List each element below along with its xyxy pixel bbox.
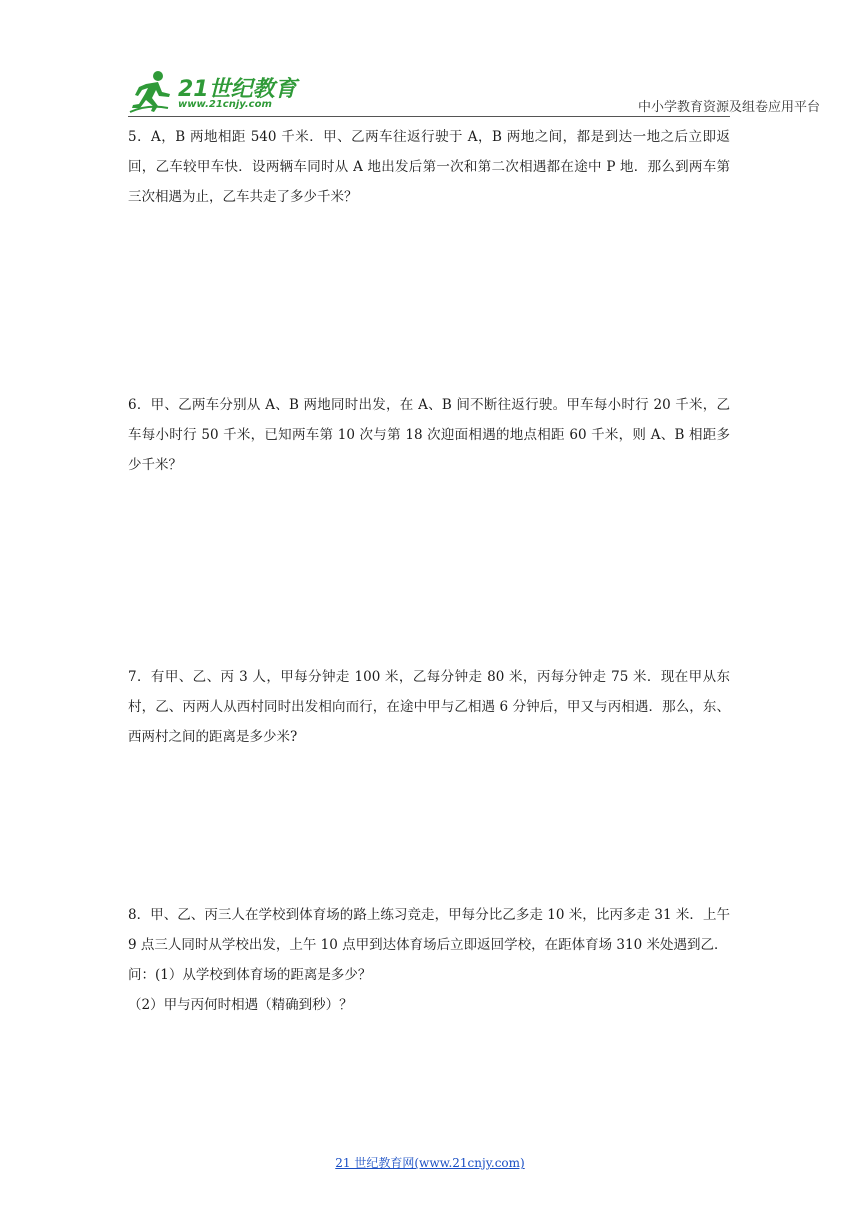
- header-divider: [128, 116, 730, 117]
- logo: [128, 66, 308, 116]
- question-8: [128, 900, 730, 1020]
- header-title: 中小学教育资源及组卷应用平台: [637, 100, 820, 115]
- logo-text: 21世纪教育: [178, 77, 297, 102]
- question-6: 6．甲、乙两车分别从 A、B 两地同时出发，在 A、B 间不断往返行驶。甲车每小时行 20 千米，乙车每小时行 50 千米，已知两车第 10 次与第 18 次迎面相遇的地点相距 60 千米，则 A、B 相距多少千米？: [128, 397, 730, 473]
- question-7: 7．有甲、乙、丙 3 人，甲每分钟走 100 米，乙每分钟走 80 米，丙每分钟走 75 米．现在甲从东村，乙、丙两人从西村同时出发相向而行，在途中甲与乙相遇 6 分钟后，甲又与丙相遇．那么，东、西两村之间的距离是多少米?: [128, 669, 730, 745]
- question-8-text: 8．甲、乙、丙三人在学校到体育场的路上练习竞走，甲每分比乙多走 10 米，比丙多走 31 米．上午 9 点三人同时从学校出发，上午 10 点甲到达体育场后立即返回学校，在距体育场 310 米处遇到乙．: [128, 907, 730, 953]
- footer-link[interactable]: 21 世纪教育网(www.21cnjy.com): [335, 1156, 525, 1170]
- question-8-sub-1: 问：(1）从学校到体育场的距离是多少？: [128, 967, 372, 983]
- page-footer: [0, 1154, 860, 1171]
- question-8-sub-2: （2）甲与丙何时相遇（精确到秒）？: [128, 997, 353, 1013]
- page-header: [0, 0, 860, 120]
- runner-logo-icon: [128, 68, 176, 116]
- question-5: 5．A，B 两地相距 540 千米．甲、乙两车往返行驶于 A，B 两地之间，都是到达一地之后立即返回，乙车较甲车快．设两辆车同时从 A 地出发后第一次和第二次相遇都在途中 P 地．那么到两车第三次相遇为止，乙车共走了多少千米？: [128, 129, 730, 205]
- logo-url: www.21cnjy.com: [178, 99, 272, 110]
